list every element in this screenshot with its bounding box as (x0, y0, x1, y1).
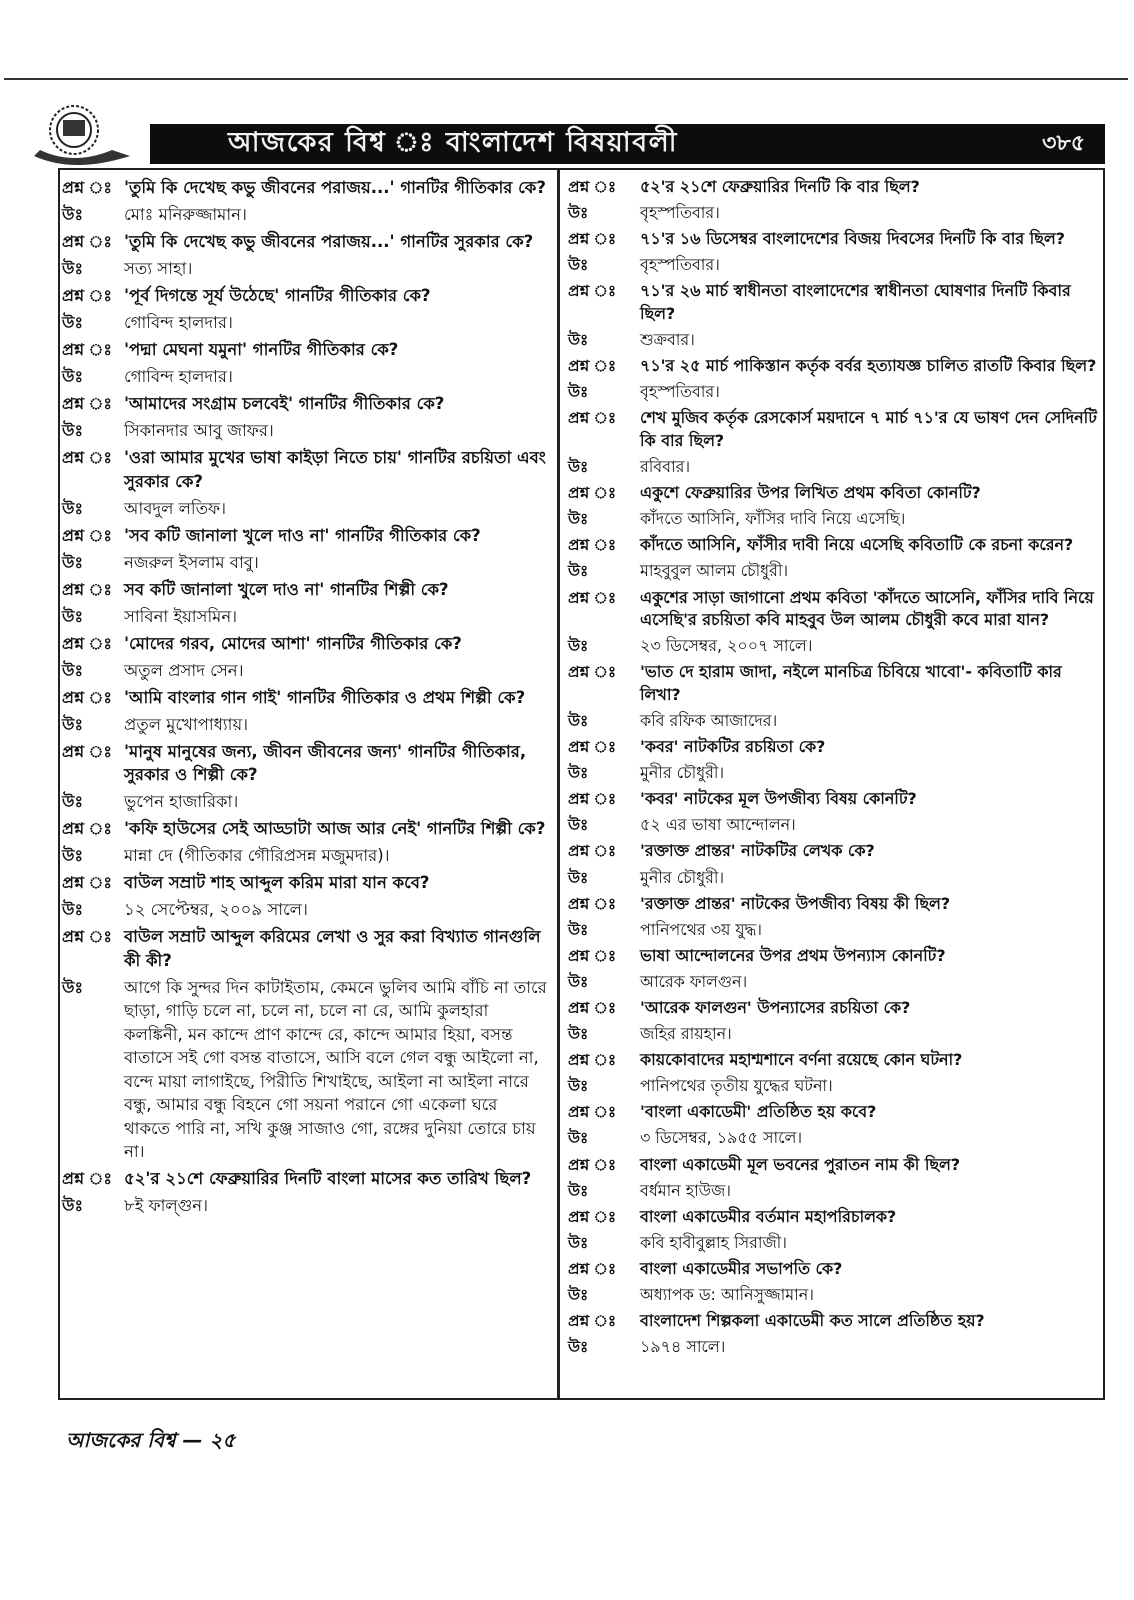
answer-label: উঃ (62, 792, 83, 811)
question-text: 'ভাত দে হারাম জাদা, নইলে মানচিত্র চিবিয়ে খাবো'- কবিতাটি কার লিখা? (640, 662, 1062, 704)
question-label: প্রশ্ন ঃ (568, 357, 617, 376)
answer-text: সাবিনা ইয়াসমিন। (124, 606, 238, 626)
question-label: প্রশ্ন ঃ (62, 448, 112, 467)
answer-label: উঃ (62, 714, 83, 734)
question-row (62, 871, 548, 895)
answer-row (568, 381, 1100, 404)
answer-label: উঃ (568, 1233, 589, 1252)
question-text: একুশে ফেব্রুয়ারির উপর লিখিত প্রথম কবিতা কোনটি? (640, 483, 981, 503)
answer-row (62, 311, 548, 335)
question-text: 'সব কটি জানালা খুলে দাও না' গানটির গীতিকার কে? (124, 525, 481, 545)
question-row (62, 925, 548, 972)
question-text: ৭১'র ২৬ মার্চ স্বাধীনতা বাংলাদেশের স্বাধীনতা ঘোষণার দিনটি কিবার ছিল? (640, 281, 1071, 323)
question-label: প্রশ্ন ঃ (568, 536, 617, 555)
answer-row (62, 419, 548, 443)
question-label: প্রশ্ন ঃ (568, 999, 617, 1017)
answer-text: মান্না দে (গীতিকার গৌরিপ্রসন্ন মজুমদার)। (124, 846, 390, 865)
answer-text: নজরুল ইসলাম বাবু। (124, 552, 259, 572)
answer-label: উঃ (62, 205, 83, 224)
answer-text: পানিপথের তৃতীয় যুদ্ধের ঘটনা। (640, 1076, 833, 1096)
answer-row (62, 551, 548, 575)
question-label: প্রশ্ন ঃ (62, 873, 112, 892)
question-row (568, 355, 1100, 378)
answer-row (568, 1023, 1100, 1046)
answer-row (568, 254, 1100, 277)
question-row (568, 176, 1100, 199)
book-logo-icon (32, 104, 136, 166)
answer-row (62, 976, 548, 1164)
question-label: প্রশ্ন ঃ (568, 1103, 617, 1122)
answer-row (568, 1127, 1100, 1150)
question-text: 'রক্তাক্ত প্রান্তর' নাটকটির লেখক কে? (640, 841, 875, 861)
answer-label: উঃ (62, 421, 83, 440)
answer-row (568, 1232, 1100, 1255)
top-rule (4, 78, 1128, 80)
question-text: 'কবর' নাটকের মূল উপজীব্য বিষয় কোনটি? (640, 789, 917, 809)
question-label: প্রশ্ন ঃ (62, 687, 112, 707)
question-text: ভাষা আন্দোলনের উপর প্রথম উপন্যাস কোনটি? (640, 945, 946, 965)
answer-row (568, 1075, 1100, 1098)
answer-label: উঃ (568, 256, 589, 275)
answer-row (568, 867, 1100, 890)
answer-row (568, 919, 1100, 942)
answer-label: উঃ (62, 1196, 83, 1215)
question-label: প্রশ্ন ঃ (568, 409, 617, 428)
answer-text: মোঃ মনিরুজ্জামান। (124, 205, 247, 224)
answer-row (62, 203, 548, 227)
question-text: 'কবর' নাটকটির রচয়িতা কে? (640, 737, 826, 757)
question-text: 'মানুষ মানুষের জন্য, জীবন জীবনের জন্য' গানটির গীতিকার, সুরকার ও শিল্পী কে? (124, 741, 527, 784)
answer-label: উঃ (62, 313, 83, 332)
answer-label: উঃ (568, 1077, 589, 1096)
question-text: 'পদ্মা মেঘনা যমুনা' গানটির গীতিকার কে? (124, 340, 399, 359)
question-text: সব কটি জানালা খুলে দাও না' গানটির শিল্পী কে? (124, 579, 449, 599)
answer-text: অতুল প্রসাদ সেন। (124, 660, 244, 680)
question-row (62, 176, 548, 200)
question-row (62, 524, 548, 548)
question-row (62, 338, 548, 362)
question-row (62, 392, 548, 416)
question-row (568, 228, 1100, 251)
answer-label: উঃ (568, 637, 589, 656)
answer-label: উঃ (568, 1181, 589, 1200)
question-label: প্রশ্ন ঃ (62, 286, 112, 305)
answer-text: বৃহস্পতিবার। (640, 382, 720, 402)
question-row (568, 1154, 1100, 1177)
answer-label: উঃ (62, 660, 83, 680)
answer-text: কবি হাবীবুল্লাহ সিরাজী। (640, 1232, 787, 1252)
question-text: 'কফি হাউসের সেই আড্ডাটা আজ আর নেই' গানটির শিল্পী কে? (124, 819, 546, 838)
question-text: বাংলাদেশ শিল্পকলা একাডেমী কত সালে প্রতিষ্ঠিত হয়? (640, 1311, 985, 1331)
question-text: বাংলা একাডেমী মূল ভবনের পুরাতন নাম কী ছিল? (640, 1154, 961, 1174)
question-label: প্রশ্ন ঃ (568, 790, 617, 809)
answer-label: উঃ (568, 764, 589, 783)
answer-row (62, 898, 548, 922)
answer-text: রবিবার। (640, 457, 691, 477)
answer-label: উঃ (568, 383, 589, 402)
question-label: প্রশ্ন ঃ (62, 741, 112, 761)
answer-text: আগে কি সুন্দর দিন কাটাইতাম, কেমনে ভুলিব আমি বাঁচি না তারে ছাড়া, গাড়ি চলে না, চলে না, চলে না রে, আমি কুলহারা কলঙ্কিনী, মন কান্দে প্রাণ কান্দে রে, কান্দে আমার হিয়া, বসন্ত বাতাসে সই গো বসন্ত বাতাসে, আসি বলে গেল বন্ধু আইলো না, বন্দে মায়া লাগাইছে, পিরীতি শিখাইছে, আইলা না আইলা নারে বন্ধু, আমার বন্ধু বিহনে গো সয়না পরানে গো একেলা ঘরে থাকতে পারি না, সখি কুঞ্জ সাজাও গো, রঙ্গের দুনিয়া তোরে চায় না। (124, 977, 547, 1161)
question-text: 'পূর্ব দিগন্তে সূর্য উঠেছে' গানটির গীতিকার কে? (124, 286, 431, 305)
question-label: প্রশ্ন ঃ (568, 738, 617, 757)
left-column (62, 176, 548, 1221)
question-row (568, 1310, 1100, 1333)
answer-text: মুনীর চৌধুরী। (640, 867, 725, 887)
answer-row (568, 762, 1100, 785)
answer-row (568, 635, 1100, 658)
answer-row (568, 1180, 1100, 1203)
answer-text: সিকানদার আবু জাফর। (124, 421, 274, 440)
answer-label: উঃ (62, 977, 83, 997)
answer-row (568, 456, 1100, 479)
answer-label: উঃ (62, 846, 83, 865)
question-label: প্রশ্ন ঃ (62, 927, 112, 946)
question-label: প্রশ্ন ঃ (62, 394, 112, 413)
question-label: প্রশ্ন ঃ (62, 1169, 112, 1188)
answer-label: উঃ (568, 1338, 589, 1357)
question-label: প্রশ্ন ঃ (568, 663, 617, 682)
question-row (62, 1167, 548, 1191)
answer-text: প্রতুল মুখোপাধ্যায়। (124, 714, 249, 734)
column-divider (557, 168, 560, 1400)
question-row (568, 945, 1100, 968)
question-row (568, 1206, 1100, 1229)
page-number: ৩৮৫ (1042, 130, 1085, 156)
answer-text: ১২ সেপ্টেম্বর, ২০০৯ সালে। (124, 900, 308, 919)
question-label: প্রশ্ন ঃ (568, 894, 617, 913)
answer-row (62, 497, 548, 521)
question-row (62, 284, 548, 308)
answer-row (62, 844, 548, 868)
answer-label: উঃ (568, 458, 589, 477)
question-label: প্রশ্ন ঃ (62, 633, 112, 653)
answer-text: ৫২ এর ভাষা আন্দোলন। (640, 815, 796, 835)
answer-text: বৃহস্পতিবার। (640, 203, 720, 223)
question-row (568, 407, 1100, 452)
answer-text: গোবিন্দ হালদার। (124, 313, 233, 332)
question-label: প্রশ্ন ঃ (62, 340, 112, 359)
question-text: ৫২'র ২১শে ফেব্রুয়ারির দিনটি বাংলা মাসের কত তারিখ ছিল? (124, 1169, 532, 1188)
question-text: ৭১'র ১৬ ডিসেম্বর বাংলাদেশের বিজয় দিবসের দিনটি কি বার ছিল? (640, 229, 1065, 249)
question-text: বাউল সম্রাট শাহ আব্দুল করিম মারা যান কবে? (124, 873, 430, 892)
question-text: কায়কোবাদের মহাশ্মশানে বর্ণনা রয়েছে কোন ঘটনা? (640, 1050, 963, 1070)
answer-label: উঃ (62, 259, 83, 278)
answer-label: উঃ (568, 972, 589, 991)
question-label: প্রশ্ন ঃ (568, 1259, 617, 1278)
answer-text: মাহবুবুল আলম চৌধুরী। (640, 561, 789, 581)
question-label: প্রশ্ন ঃ (62, 819, 112, 838)
answer-row (568, 710, 1100, 733)
answer-text: শুক্রবার। (640, 330, 695, 350)
question-text: ৭১'র ২৫ মার্চ পাকিস্তান কর্তৃক বর্বর হত্যাযজ্ঞ চালিত রাতটি কিবার ছিল? (640, 356, 1097, 376)
question-text: একুশের সাড়া জাগানো প্রথম কবিতা 'কাঁদতে আসেনি, ফাঁসির দাবি নিয়ে এসেছি'র রচয়িতা কবি মাহবুব উল আলম চৌধুরী কবে মারা যান? (640, 587, 1094, 630)
question-row (568, 788, 1100, 811)
answer-row (568, 329, 1100, 352)
answer-label: উঃ (568, 510, 589, 529)
question-text: 'আরেক ফালগুন' উপন্যাসের রচয়িতা কে? (640, 998, 911, 1017)
answer-row (568, 560, 1100, 583)
answer-text: অধ্যাপক ড: আনিসুজ্জামান। (640, 1285, 814, 1305)
answer-row (62, 1194, 548, 1218)
question-label: প্রশ্ন ঃ (568, 1155, 617, 1174)
question-label: প্রশ্ন ঃ (568, 178, 617, 196)
answer-text: জহির রায়হান। (640, 1024, 732, 1044)
answer-label: উঃ (568, 1129, 589, 1148)
answer-text: পানিপথের ৩য় যুদ্ধ। (640, 919, 762, 939)
question-label: প্রশ্ন ঃ (568, 282, 617, 301)
question-label: প্রশ্ন ঃ (62, 525, 112, 545)
question-label: প্রশ্ন ঃ (62, 579, 112, 599)
answer-row (568, 1336, 1100, 1359)
answer-row (568, 971, 1100, 994)
question-label: প্রশ্ন ঃ (568, 842, 617, 861)
question-row (568, 736, 1100, 759)
answer-label: উঃ (568, 711, 589, 730)
answer-row (568, 814, 1100, 837)
answer-text: সত্য সাহা। (124, 259, 193, 278)
question-text: 'বাংলা একাডেমী' প্রতিষ্ঠিত হয় কবে? (640, 1102, 877, 1122)
answer-row (62, 605, 548, 629)
question-label: প্রশ্ন ঃ (568, 230, 617, 249)
answer-label: উঃ (568, 562, 589, 581)
header-banner (150, 124, 1105, 164)
question-text: 'তুমি কি দেখেছ কভু জীবনের পরাজয়...' গানটির সুরকার কে? (124, 232, 534, 251)
answer-text: ১৯৭৪ সালে। (640, 1337, 726, 1357)
answer-text: ভুপেন হাজারিকা। (124, 792, 239, 811)
question-text: কাঁদতে আসিনি, ফাঁসীর দাবী নিয়ে এসেছি কবিতাটি কে রচনা করেন? (640, 535, 1074, 555)
question-text: 'আমাদের সংগ্রাম চলবেই' গানটির গীতিকার কে? (124, 394, 445, 413)
right-column (568, 176, 1100, 1362)
question-text: 'আমি বাংলার গান গাই' গানটির গীতিকার ও প্রথম শিল্পী কে? (124, 687, 526, 707)
answer-row (62, 790, 548, 814)
question-row (568, 1049, 1100, 1072)
question-row (568, 482, 1100, 505)
answer-text: কাঁদতে আসিনি, ফাঁসির দাবি নিয়ে এসেছি। (640, 509, 906, 529)
question-text: ৫২'র ২১শে ফেব্রুয়ারির দিনটি কি বার ছিল? (640, 177, 920, 196)
answer-text: মুনীর চৌধুরী। (640, 763, 725, 783)
answer-label: উঃ (568, 920, 589, 939)
answer-label: উঃ (568, 868, 589, 887)
question-row (568, 997, 1100, 1020)
answer-text: বর্ধমান হাউজ। (640, 1180, 731, 1200)
question-text: 'তুমি কি দেখেছ কভু জীবনের পরাজয়...' গানটির গীতিকার কে? (124, 178, 546, 197)
question-row (62, 817, 548, 841)
question-label: প্রশ্ন ঃ (568, 1051, 617, 1070)
question-row (568, 661, 1100, 706)
answer-row (62, 365, 548, 389)
answer-label: উঃ (568, 816, 589, 835)
question-label: প্রশ্ন ঃ (568, 588, 617, 607)
question-row (62, 740, 548, 787)
answer-text: কবি রফিক আজাদের। (640, 710, 778, 730)
answer-label: উঃ (62, 552, 83, 572)
question-row (62, 632, 548, 656)
question-text: বাংলা একাডেমীর বর্তমান মহাপরিচালক? (640, 1206, 897, 1226)
question-row (568, 534, 1100, 557)
question-text: 'ওরা আমার মুখের ভাষা কাইড়া নিতে চায়' গানটির রচয়িতা এবং সুরকার কে? (124, 448, 546, 491)
answer-row (62, 659, 548, 683)
question-text: 'রক্তাক্ত প্রান্তর' নাটকের উপজীব্য বিষয় কী ছিল? (640, 893, 951, 913)
answer-label: উঃ (568, 1025, 589, 1044)
answer-text: বৃহস্পতিবার। (640, 255, 720, 275)
question-label: প্রশ্ন ঃ (62, 178, 112, 197)
question-row (568, 1101, 1100, 1124)
answer-label: উঃ (62, 367, 83, 386)
page-title: আজকের বিশ্ব ঃ বাংলাদেশ বিষয়াবলী (228, 126, 678, 158)
question-text: বাংলা একাডেমীর সভাপতি কে? (640, 1258, 843, 1278)
answer-text: আবদুল লতিফ। (124, 498, 226, 518)
answer-text: গোবিন্দ হালদার। (124, 367, 233, 386)
question-text: শেখ মুজিব কর্তৃক রেসকোর্স ময়দানে ৭ মার্চ ৭১'র যে ভাষণ দেন সেদিনটি কি বার ছিল? (640, 408, 1097, 450)
question-row (568, 893, 1100, 916)
question-label: প্রশ্ন ঃ (568, 946, 617, 965)
question-label: প্রশ্ন ঃ (568, 1207, 617, 1226)
question-label: প্রশ্ন ঃ (62, 232, 112, 251)
question-row (62, 578, 548, 602)
question-row (62, 230, 548, 254)
page-footer: আজকের বিশ্ব — ২৫ (66, 1428, 236, 1452)
answer-row (568, 508, 1100, 531)
question-text: 'মোদের গরব, মোদের আশা' গানটির গীতিকার কে? (124, 633, 462, 653)
answer-label: উঃ (62, 606, 83, 626)
answer-text: আরেক ফালগুন। (640, 971, 748, 991)
answer-label: উঃ (568, 204, 589, 223)
question-label: প্রশ্ন ঃ (568, 1312, 617, 1331)
answer-label: উঃ (568, 1286, 589, 1305)
question-row (568, 840, 1100, 863)
answer-row (62, 257, 548, 281)
answer-row (568, 202, 1100, 225)
answer-label: উঃ (62, 900, 83, 919)
question-row (568, 280, 1100, 325)
answer-row (568, 1284, 1100, 1307)
question-row (62, 686, 548, 710)
answer-label: উঃ (62, 498, 83, 518)
answer-row (62, 713, 548, 737)
question-label: প্রশ্ন ঃ (568, 484, 617, 503)
answer-text: ৩ ডিসেম্বর, ১৯৫৫ সালে। (640, 1128, 803, 1148)
answer-text: ৮ই ফাল্গুন। (124, 1196, 209, 1215)
question-row (568, 1258, 1100, 1281)
question-row (568, 587, 1100, 632)
answer-text: ২৩ ডিসেম্বর, ২০০৭ সালে। (640, 636, 813, 656)
answer-label: উঃ (568, 331, 589, 350)
question-text: বাউল সম্রাট আব্দুল করিমের লেখা ও সুর করা বিখ্যাত গানগুলি কী কী? (124, 927, 541, 970)
question-row (62, 446, 548, 493)
